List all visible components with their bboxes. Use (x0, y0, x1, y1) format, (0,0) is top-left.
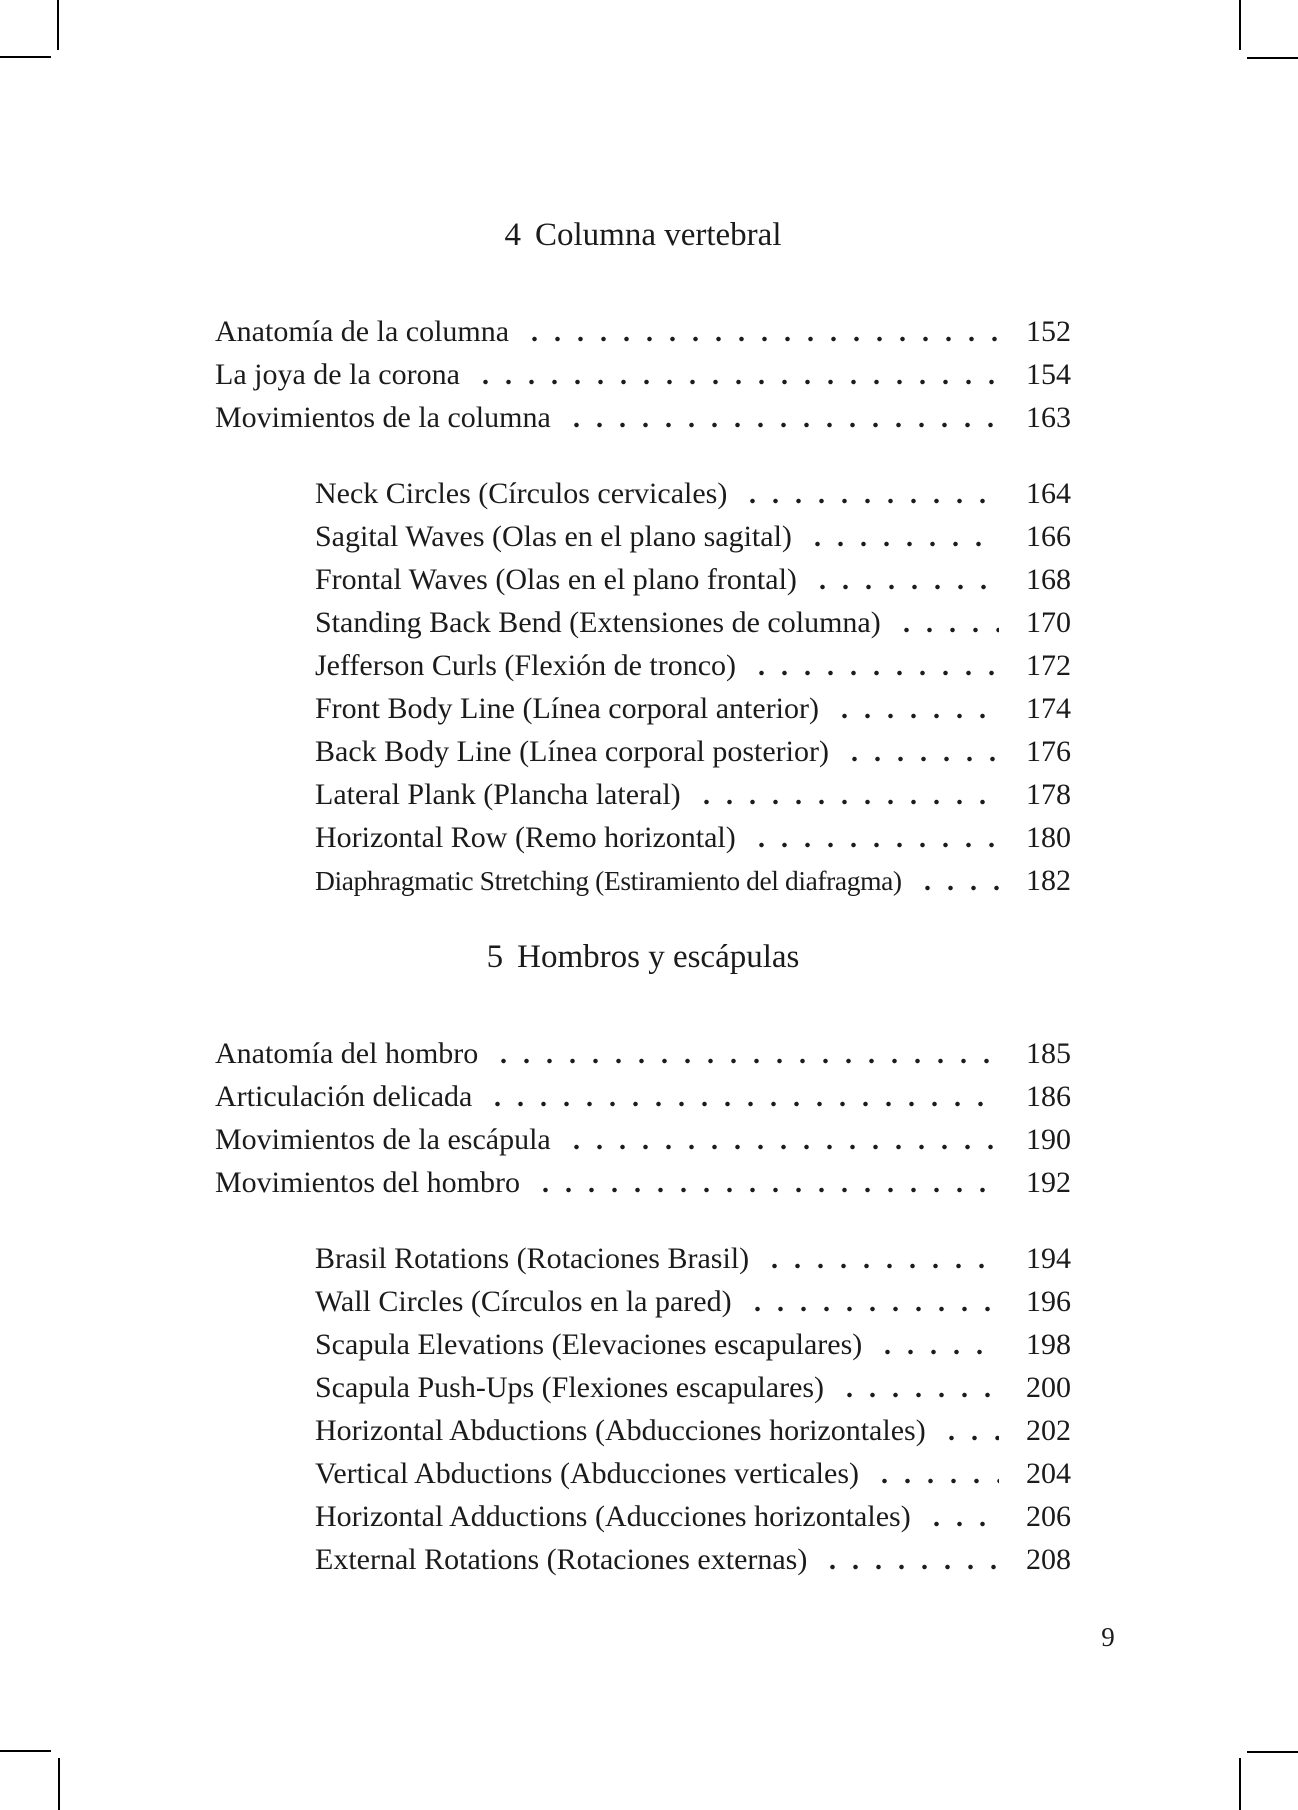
dot-leader (515, 310, 999, 353)
toc-entry (215, 816, 1071, 859)
toc-entry-page: 196 (1026, 1285, 1071, 1318)
toc-entry-page: 202 (1026, 1414, 1071, 1447)
chapter-4-heading (215, 210, 1071, 260)
toc-entry (215, 1161, 1071, 1204)
toc-entry-label: Sagital Waves (Olas en el plano sagital) (315, 520, 792, 553)
toc-entry (215, 1118, 1071, 1161)
dot-leader (733, 472, 999, 515)
toc-entry (215, 687, 1071, 730)
chapter-4-exercise-entries (215, 472, 1071, 902)
page-number: 9 (1101, 1622, 1115, 1652)
toc-entry (215, 601, 1071, 644)
chapter-5-main-entries (215, 1032, 1071, 1204)
toc-entry (215, 1032, 1071, 1075)
dot-leader (803, 558, 999, 601)
dot-leader (526, 1161, 999, 1204)
toc-entry (215, 1452, 1071, 1495)
chapter-4-main-entries (215, 310, 1071, 439)
crop-mark-bottom-left-vertical (58, 1758, 60, 1810)
toc-entry-label: La joya de la corona (215, 358, 460, 391)
toc-entry (215, 353, 1071, 396)
toc-entry (215, 1237, 1071, 1280)
toc-entry-page: 185 (1026, 1037, 1071, 1070)
toc-entry-label: Wall Circles (Círculos en la pared) (315, 1285, 732, 1318)
chapter-4-number: 4 (504, 217, 521, 253)
toc-content (215, 210, 1071, 1581)
toc-entry (215, 558, 1071, 601)
dot-leader (687, 773, 999, 816)
toc-entry-label: Jefferson Curls (Flexión de tronco) (315, 649, 737, 682)
toc-entry-page: 178 (1026, 778, 1071, 811)
toc-entry-page: 180 (1026, 821, 1071, 854)
toc-entry-label: Horizontal Row (Remo horizontal) (315, 821, 736, 854)
chapter-4-title: Columna vertebral (534, 217, 782, 253)
toc-entry (215, 1495, 1071, 1538)
toc-entry (215, 1280, 1071, 1323)
toc-entry-label: Front Body Line (Línea corporal anterior) (315, 692, 819, 725)
chapter-5-heading (215, 932, 1071, 982)
toc-entry-label: Horizontal Adductions (Aducciones horizontales) (315, 1500, 911, 1533)
dot-leader (466, 353, 999, 396)
toc-entry (215, 644, 1071, 687)
dot-leader (755, 1237, 999, 1280)
toc-entry-label: Scapula Push-Ups (Flexiones escapulares) (315, 1371, 825, 1404)
chapter-5-exercise-entries (215, 1237, 1071, 1581)
toc-entry-page: 208 (1026, 1543, 1071, 1576)
toc-entry-label: Horizontal Abductions (Abducciones horizontales) (315, 1414, 926, 1447)
toc-entry-page: 200 (1026, 1371, 1071, 1404)
toc-entry (215, 1323, 1071, 1366)
dot-leader (825, 687, 999, 730)
toc-entry-page: 163 (1026, 401, 1071, 434)
toc-entry-label: Back Body Line (Línea corporal posterior) (315, 735, 829, 768)
dot-leader (478, 1075, 999, 1118)
toc-entry (215, 1075, 1071, 1118)
toc-entry-label: Movimientos del hombro (215, 1166, 520, 1199)
toc-entry (215, 310, 1071, 353)
toc-entry-label: Brasil Rotations (Rotaciones Brasil) (315, 1242, 750, 1275)
toc-entry-page: 198 (1026, 1328, 1071, 1361)
toc-entry-page: 190 (1026, 1123, 1071, 1156)
dot-leader (742, 816, 999, 859)
toc-entry (215, 472, 1071, 515)
toc-entry-page: 154 (1026, 358, 1071, 391)
toc-entry-page: 166 (1026, 520, 1071, 553)
dot-leader (738, 1280, 999, 1323)
toc-entry-page: 164 (1026, 477, 1071, 510)
toc-entry-page: 168 (1026, 563, 1071, 596)
toc-entry-label: Movimientos de la columna (215, 401, 551, 434)
toc-entry-page: 194 (1026, 1242, 1071, 1275)
toc-entry-page: 182 (1026, 864, 1071, 897)
toc-entry (215, 396, 1071, 439)
dot-leader (917, 1495, 999, 1538)
toc-entry-label: Anatomía de la columna (215, 315, 510, 348)
dot-leader (830, 1366, 999, 1409)
toc-entry (215, 1409, 1071, 1452)
dot-leader (813, 1538, 999, 1581)
toc-entry-label: Scapula Elevations (Elevaciones escapulares) (315, 1328, 863, 1361)
chapter-5-title: Hombros y escápulas (517, 939, 800, 975)
crop-mark-bottom-right-vertical (1239, 1758, 1241, 1810)
toc-entry-label: Anatomía del hombro (215, 1037, 479, 1070)
toc-entry-label: Lateral Plank (Plancha lateral) (315, 778, 681, 811)
dot-leader (557, 396, 999, 439)
toc-entry (215, 773, 1071, 816)
crop-mark-top-right-horizontal (1247, 57, 1298, 59)
toc-entry-label: External Rotations (Rotaciones externas) (315, 1543, 808, 1576)
toc-entry-page: 170 (1026, 606, 1071, 639)
crop-mark-top-left-vertical (57, 0, 59, 50)
dot-leader (908, 859, 999, 902)
dot-leader (557, 1118, 999, 1161)
crop-mark-top-left-horizontal (0, 56, 51, 58)
toc-entry-label: Movimientos de la escápula (215, 1123, 551, 1156)
toc-entry-page: 152 (1026, 315, 1071, 348)
toc-entry-page: 172 (1026, 649, 1071, 682)
dot-leader (798, 515, 999, 558)
crop-mark-bottom-left-horizontal (0, 1750, 51, 1752)
dot-leader (865, 1452, 999, 1495)
toc-entry-label: Frontal Waves (Olas en el plano frontal) (315, 563, 797, 596)
toc-entry (215, 730, 1071, 773)
chapter-5-number: 5 (486, 939, 504, 975)
toc-entry-label: Diaphragmatic Stretching (Estiramiento del diafragma) (315, 865, 902, 896)
crop-mark-top-right-vertical (1239, 0, 1241, 50)
toc-entry (215, 1366, 1071, 1409)
toc-entry-page: 192 (1026, 1166, 1071, 1199)
dot-leader (887, 601, 999, 644)
dot-leader (742, 644, 999, 687)
toc-entry (215, 1538, 1071, 1581)
dot-leader (868, 1323, 999, 1366)
toc-entry (215, 859, 1071, 902)
crop-mark-bottom-right-horizontal (1247, 1751, 1298, 1753)
dot-leader (835, 730, 999, 773)
dot-leader (932, 1409, 999, 1452)
toc-entry (215, 515, 1071, 558)
toc-entry-label: Vertical Abductions (Abducciones verticales) (315, 1457, 859, 1490)
toc-entry-page: 176 (1026, 735, 1071, 768)
toc-entry-page: 174 (1026, 692, 1071, 725)
toc-entry-page: 186 (1026, 1080, 1071, 1113)
toc-entry-label: Standing Back Bend (Extensiones de columna) (315, 606, 881, 639)
toc-entry-label: Neck Circles (Círculos cervicales) (315, 477, 728, 510)
dot-leader (484, 1032, 999, 1075)
toc-entry-page: 206 (1026, 1500, 1071, 1533)
toc-entry-label: Articulación delicada (215, 1080, 473, 1113)
toc-entry-page: 204 (1026, 1457, 1071, 1490)
